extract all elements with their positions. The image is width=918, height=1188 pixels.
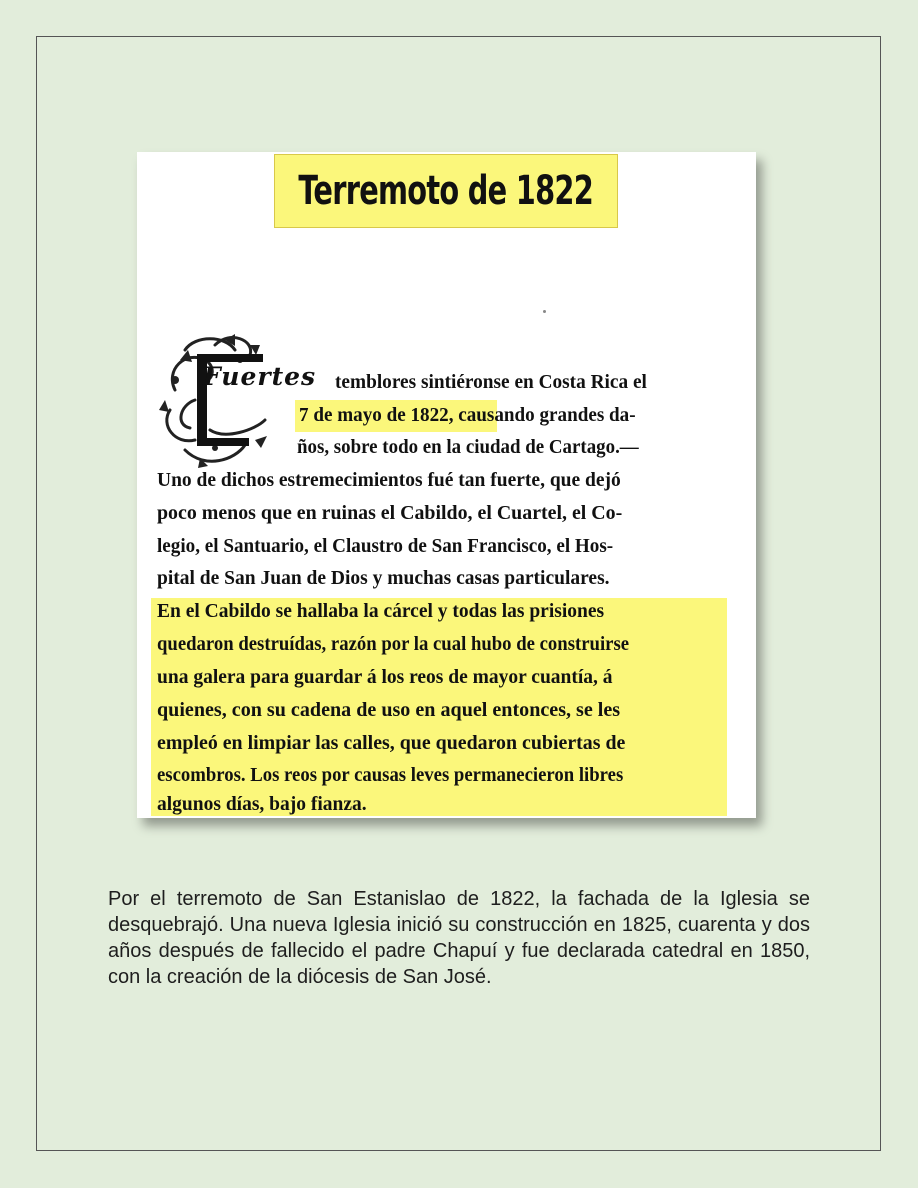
text-line: temblores sintiéronse en Costa Rica el <box>335 372 647 393</box>
newspaper-clipping <box>137 152 756 818</box>
text-line: quienes, con su cadena de uso en aquel entonces, se les <box>157 700 621 721</box>
text-line: algunos días, bajo fianza. <box>157 794 367 815</box>
text-line: Uno de dichos estremecimientos fué tan fuerte, que dejó <box>157 470 621 491</box>
caption-paragraph: Por el terremoto de San Estanislao de 1822, la fachada de la Iglesia se desquebrajó. Una nueva Iglesia inició su construcción en 1825, cuarenta y dos años después de fallecido el padre Chapuí y fue declarada catedral en 1850, con la creación de la diócesis de San José. <box>108 888 810 988</box>
text-line: En el Cabildo se hallaba la cárcel y todas las prisiones <box>157 601 605 622</box>
text-line: 7 de mayo de 1822, causando grandes da- <box>299 405 636 426</box>
ornamental-drop-cap-icon <box>155 330 285 470</box>
drop-cap-word: Fuertes <box>203 362 317 391</box>
text-line: pital de San Juan de Dios y muchas casas particulares. <box>157 568 610 589</box>
text-line: una galera para guardar á los reos de mayor cuantía, á <box>157 667 613 688</box>
text-line: poco menos que en ruinas el Cabildo, el Cuartel, el Co- <box>157 503 623 524</box>
text-line: ños, sobre todo en la ciudad de Cartago.— <box>297 437 639 458</box>
clipping-title: Terremoto de 1822 <box>298 168 594 214</box>
print-speck <box>543 310 546 313</box>
text-line: legio, el Santuario, el Claustro de San Francisco, el Hos- <box>157 536 614 557</box>
text-line: empleó en limpiar las calles, que quedaron cubiertas de <box>157 733 626 754</box>
text-line: quedaron destruídas, razón por la cual hubo de construirse <box>157 634 630 655</box>
title-highlight <box>274 154 618 228</box>
text-line: escombros. Los reos por causas leves permanecieron libres <box>157 765 624 786</box>
